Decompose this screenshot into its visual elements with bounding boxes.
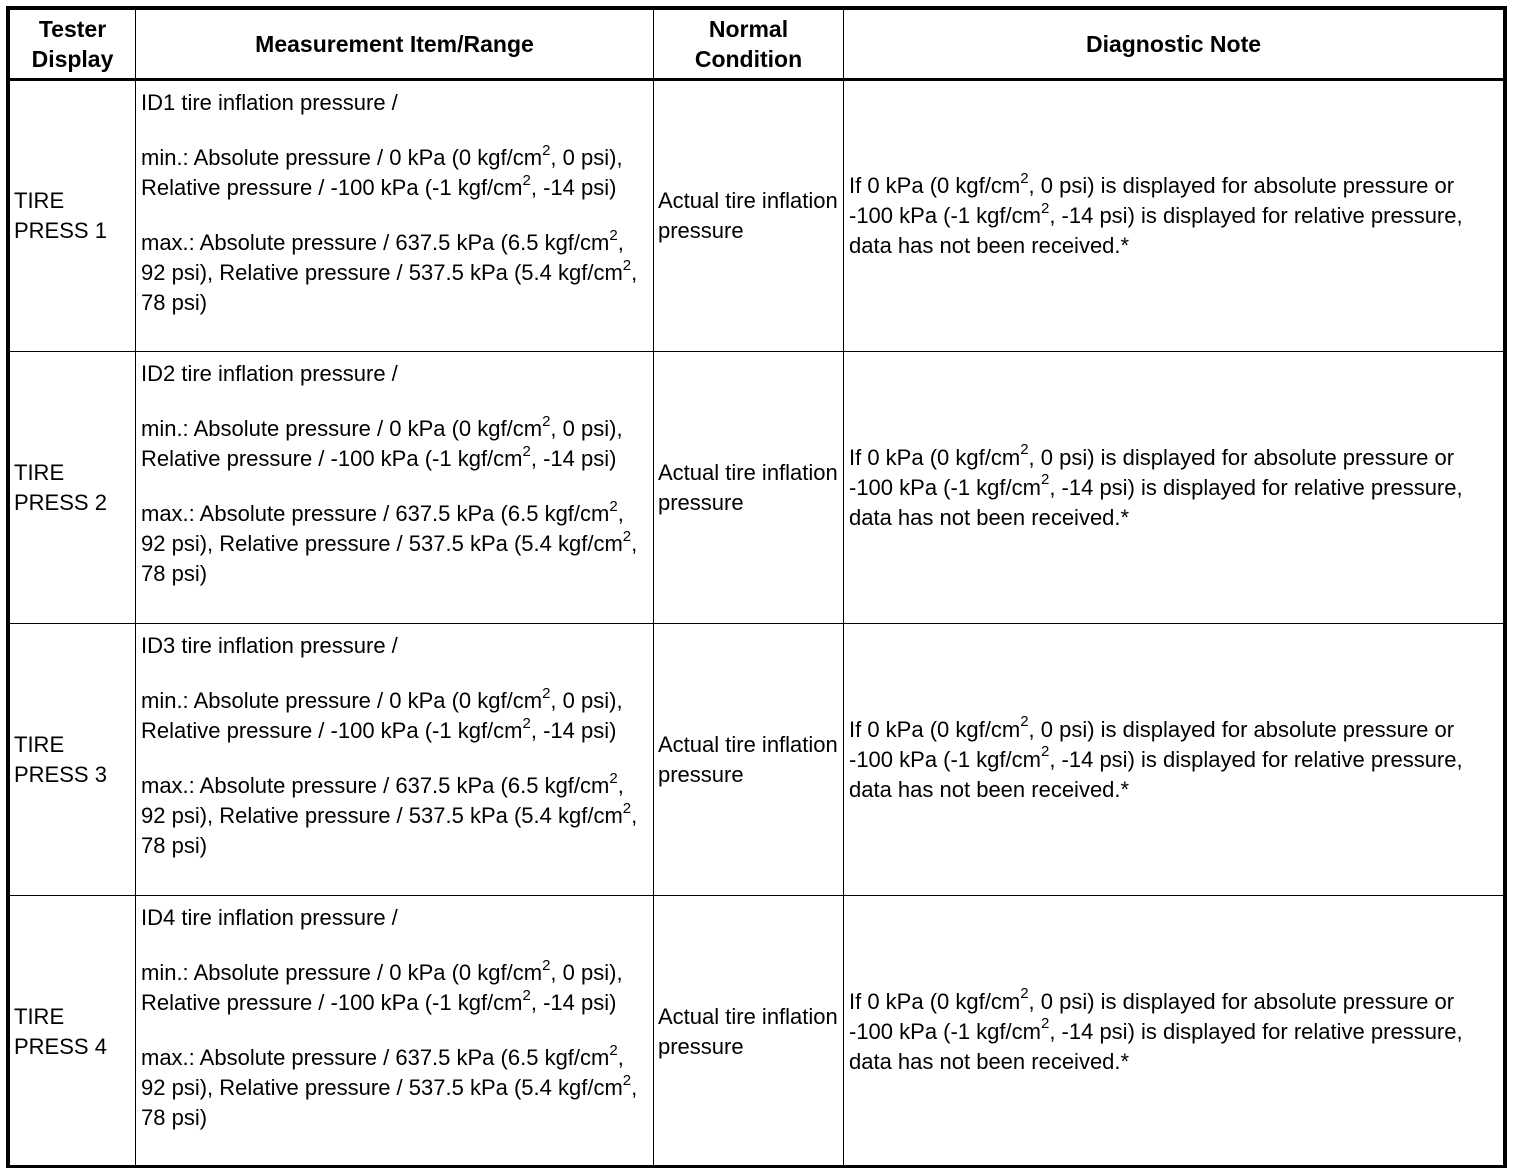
item-title: ID4 tire inflation pressure / xyxy=(141,905,398,930)
measurement-range-cell xyxy=(136,896,654,1168)
measurement-range-cell xyxy=(136,624,654,896)
tester-display-cell: TIRE PRESS 3 xyxy=(10,624,136,896)
data-list-table-frame xyxy=(6,6,1507,1168)
table-row xyxy=(10,896,1504,1168)
measurement-range-cell xyxy=(136,352,654,624)
header-normal-condition: Normal Condition xyxy=(654,10,844,80)
table-header-row xyxy=(10,10,1504,80)
max-range-text: max.: Absolute pressure / 637.5 kPa (6.5 kgf/$cm^2$, 92 psi), Relative pressure / 537.5 kPa (5.4 kgf/$cm^2$, 78 psi) xyxy=(141,1041,638,1130)
normal-condition-cell: Actual tire inflation pressure xyxy=(654,80,844,352)
diagnostic-note-cell: If 0 kPa (0 kgf/$cm^2$, 0 psi) is displayed for absolute pressure or -100 kPa (-1 kgf/$cm^2$, -14 psi) is displayed for relative pressure, data has not been received.* xyxy=(844,80,1504,352)
item-title: ID3 tire inflation pressure / xyxy=(141,633,398,658)
table-row xyxy=(10,80,1504,352)
normal-condition-cell: Actual tire inflation pressure xyxy=(654,624,844,896)
max-range-text: max.: Absolute pressure / 637.5 kPa (6.5 kgf/$cm^2$, 92 psi), Relative pressure / 537.5 kPa (5.4 kgf/$cm^2$, 78 psi) xyxy=(141,497,638,586)
diagnostic-note-cell: If 0 kPa (0 kgf/$cm^2$, 0 psi) is displayed for absolute pressure or -100 kPa (-1 kgf/$cm^2$, -14 psi) is displayed for relative pressure, data has not been received.* xyxy=(844,896,1504,1168)
item-title: ID1 tire inflation pressure / xyxy=(141,90,398,115)
tester-display-cell: TIRE PRESS 2 xyxy=(10,352,136,624)
header-measurement-item: Measurement Item/Range xyxy=(136,10,654,80)
min-range-text: min.: Absolute pressure / 0 kPa (0 kgf/$cm^2$, 0 psi), Relative pressure / -100 kPa (-1 kgf/$cm^2$, -14 psi) xyxy=(141,141,623,200)
max-range-text: max.: Absolute pressure / 637.5 kPa (6.5 kgf/$cm^2$, 92 psi), Relative pressure / 537.5 kPa (5.4 kgf/$cm^2$, 78 psi) xyxy=(141,769,638,858)
diagnostic-note-cell: If 0 kPa (0 kgf/$cm^2$, 0 psi) is displayed for absolute pressure or -100 kPa (-1 kgf/$cm^2$, -14 psi) is displayed for relative pressure, data has not been received.* xyxy=(844,624,1504,896)
table-row xyxy=(10,624,1504,896)
item-title: ID2 tire inflation pressure / xyxy=(141,361,398,386)
max-range-text: max.: Absolute pressure / 637.5 kPa (6.5 kgf/$cm^2$, 92 psi), Relative pressure / 537.5 kPa (5.4 kgf/$cm^2$, 78 psi) xyxy=(141,226,638,315)
normal-condition-cell: Actual tire inflation pressure xyxy=(654,352,844,624)
min-range-text: min.: Absolute pressure / 0 kPa (0 kgf/$cm^2$, 0 psi), Relative pressure / -100 kPa (-1 kgf/$cm^2$, -14 psi) xyxy=(141,684,623,743)
header-tester-display: Tester Display xyxy=(10,10,136,80)
min-range-text: min.: Absolute pressure / 0 kPa (0 kgf/$cm^2$, 0 psi), Relative pressure / -100 kPa (-1 kgf/$cm^2$, -14 psi) xyxy=(141,956,623,1015)
measurement-range-cell xyxy=(136,80,654,352)
min-range-text: min.: Absolute pressure / 0 kPa (0 kgf/$cm^2$, 0 psi), Relative pressure / -100 kPa (-1 kgf/$cm^2$, -14 psi) xyxy=(141,412,623,471)
header-diagnostic-note: Diagnostic Note xyxy=(844,10,1504,80)
data-list-table xyxy=(9,9,1504,1168)
tester-display-cell: TIRE PRESS 1 xyxy=(10,80,136,352)
table-row xyxy=(10,352,1504,624)
diagnostic-note-cell: If 0 kPa (0 kgf/$cm^2$, 0 psi) is displayed for absolute pressure or -100 kPa (-1 kgf/$cm^2$, -14 psi) is displayed for relative pressure, data has not been received.* xyxy=(844,352,1504,624)
tester-display-cell: TIRE PRESS 4 xyxy=(10,896,136,1168)
normal-condition-cell: Actual tire inflation pressure xyxy=(654,896,844,1168)
